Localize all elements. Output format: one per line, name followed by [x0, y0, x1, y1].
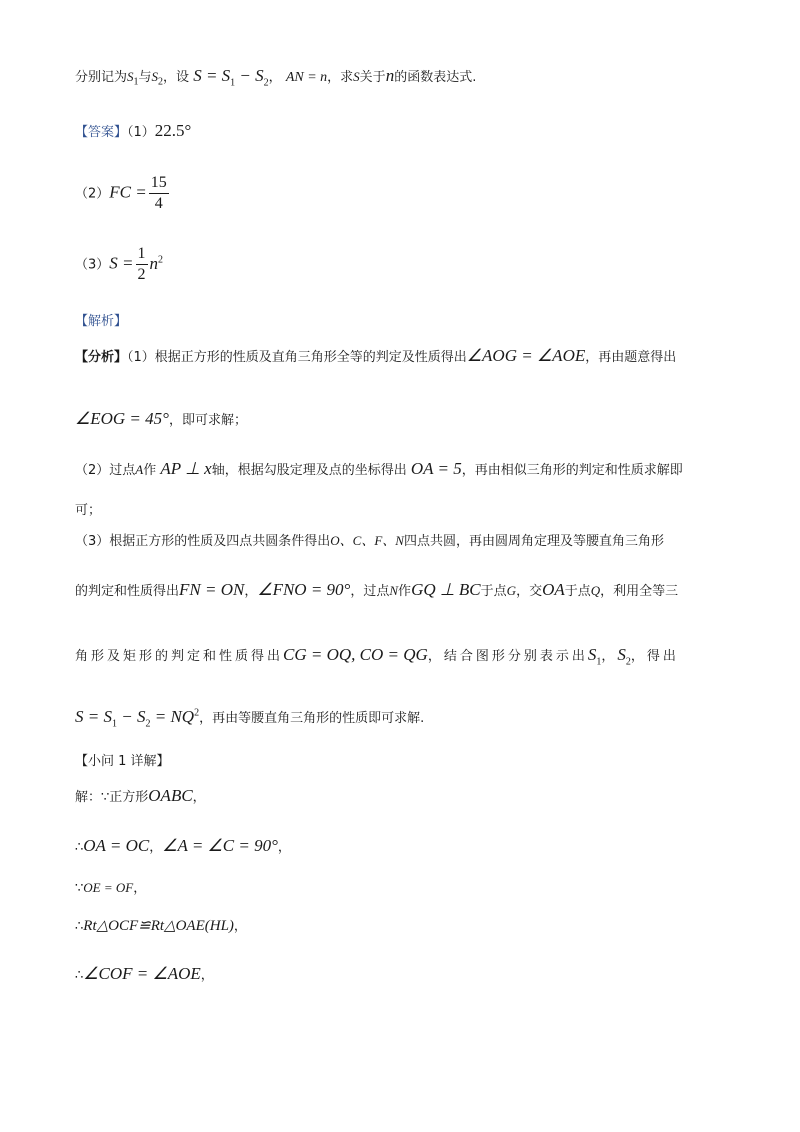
text: ，求 [327, 70, 354, 85]
analysis-line-5: （3）根据正方形的性质及四点共圆条件得出O、C、F、N四点共圆，再由圆周角定理及等腰直角三角形 [75, 533, 664, 549]
answer-line-2 [75, 173, 171, 214]
analysis-line-6: 的判定和性质得出FN = ON，∠FNO = 90°，过点N作GQ ⊥ BC于点G，交OA于点Q，利用全等三 [75, 580, 679, 599]
math: ∠AOG = ∠AOE [466, 346, 586, 365]
analysis-tag: 【分析】 [75, 350, 128, 365]
answer-value: 22.5° [154, 121, 192, 140]
text: ， [268, 70, 282, 85]
fraction: $\frac{15}{4}$ [150, 174, 167, 212]
s2: $S_2$ [151, 69, 164, 88]
analysis-line-3: （2）过点A作 AP ⊥ x轴，根据勾股定理及点的坐标得出 OA = 5，再由相似三角形的判定和性质求解即 [75, 459, 683, 478]
var-n: n [385, 66, 395, 85]
answer-line-1 [75, 121, 191, 141]
part-label: （2） [75, 186, 110, 202]
equation-lhs: FC = [109, 182, 147, 202]
intro-line [75, 66, 476, 88]
sub-question-heading: 【小问 1 详解】 [75, 754, 170, 769]
equation-s: $S = S_1 - S_2$ [193, 66, 269, 89]
part-label: （3） [75, 257, 110, 273]
analysis-line-4: 可； [75, 503, 102, 518]
math: AP ⊥ x [160, 459, 212, 478]
text: ，设 [163, 70, 190, 85]
text: 关于 [359, 70, 386, 85]
n-squared: $n^2$ [149, 253, 164, 273]
fraction: $\frac{1}{2}$ [137, 245, 146, 283]
s1: $S_1$ [127, 69, 139, 88]
var-s: S [353, 69, 360, 84]
analysis-line-2 [75, 409, 247, 429]
solution-line-2: ∴OA = OC，∠A = ∠C = 90°， [75, 836, 291, 855]
solution-line-3: ∵OE = OF， [75, 880, 147, 896]
part-label: （1） [127, 125, 155, 140]
analysis-line-8: $S = S_1 - S_2 = NQ^2$，再由等腰直角三角形的性质即可求解. [75, 707, 425, 730]
equation-lhs: S = [109, 253, 134, 273]
text: ，即可求解； [168, 413, 247, 428]
analysis-line-7: 角形及矩形的判定和性质得出CG = OQ, CO = QG，结合图形分别表示出$S_1$，$S_2$，得出 [75, 645, 679, 668]
math: OA = 5 [410, 459, 462, 478]
analysis-heading: 【解析】 [75, 314, 128, 329]
answer-line-3 [75, 244, 163, 285]
solution-line-5: ∴∠COF = ∠AOE， [75, 964, 214, 983]
text: 的函数表达式. [394, 70, 477, 85]
text: 与 [138, 70, 152, 85]
text: ，再由题意得出 [585, 350, 677, 365]
answer-tag: 【答案】 [75, 125, 128, 140]
solution-line-1: 解：∵正方形OABC， [75, 786, 206, 805]
text: 分别记为 [75, 70, 128, 85]
analysis-line-1 [75, 346, 676, 366]
math: ∠EOG = 45° [75, 409, 169, 428]
solution-line-4: ∴Rt△OCF≌Rt△OAE(HL)， [75, 918, 247, 934]
equation-an: AN = n [285, 70, 328, 85]
text: （1）根据正方形的性质及直角三角形全等的判定及性质得出 [127, 350, 467, 365]
